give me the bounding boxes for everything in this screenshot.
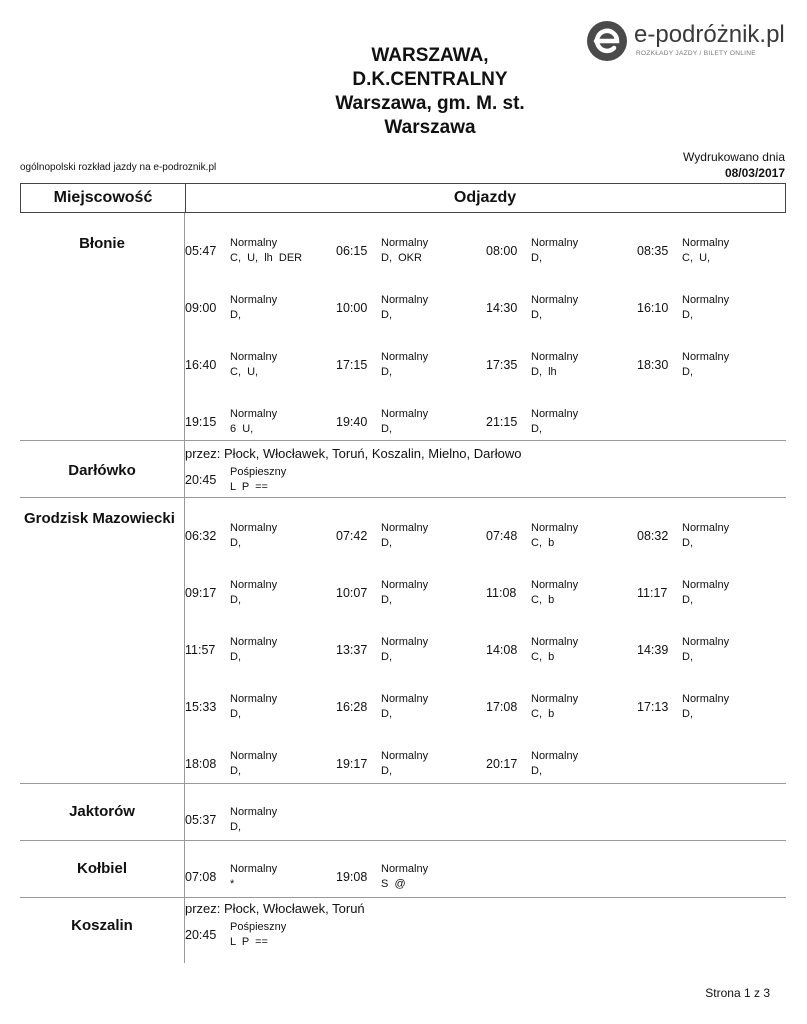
departure-kind: Normalny — [230, 294, 278, 306]
departure-notes: D, — [682, 708, 693, 720]
column-header-departures: Odjazdy — [453, 189, 517, 206]
departure-kind: Normalny — [531, 636, 579, 648]
town-grodzisk-mazowiecki: Grodzisk Mazowiecki — [24, 510, 175, 527]
departure-entry — [336, 863, 486, 895]
departure-kind: Normalny — [230, 351, 278, 363]
departure-time: 11:57 — [185, 643, 216, 657]
departure-notes: D, — [531, 252, 542, 264]
departure-notes: C, b — [531, 708, 555, 720]
town-blonie: Błonie — [79, 235, 125, 252]
departure-kind: Normalny — [531, 237, 579, 249]
departure-notes: L P == — [230, 936, 268, 948]
departure-kind: Normalny — [230, 408, 278, 420]
departure-entry — [637, 351, 787, 383]
departure-kind: Normalny — [381, 750, 429, 762]
departure-time: 05:37 — [185, 813, 217, 827]
departure-notes: D, — [531, 765, 542, 777]
departure-entry — [637, 294, 787, 326]
town-kolbiel: Kołbiel — [76, 860, 127, 877]
departure-time: 10:00 — [336, 301, 368, 315]
column-header-town: Miejscowość — [21, 184, 186, 212]
departure-time: 19:15 — [185, 415, 217, 429]
departure-entry — [185, 408, 335, 440]
printed-date: 08/03/2017 — [724, 166, 785, 180]
logo-text: e-podróżnik.pl — [634, 21, 785, 48]
departure-time: 08:32 — [637, 529, 669, 543]
departure-time: 19:17 — [336, 757, 368, 771]
departure-time: 06:15 — [336, 244, 368, 258]
departure-notes: C, U, — [230, 366, 259, 378]
departure-kind: Normalny — [531, 522, 579, 534]
town-jaktorow: Jaktorów — [69, 803, 135, 820]
departure-notes: D, — [381, 708, 392, 720]
departure-notes: C, U, — [682, 252, 711, 264]
departure-notes: S @ — [381, 878, 406, 890]
title-line-3: Warszawa, gm. M. st. — [335, 93, 525, 114]
departure-time: 15:33 — [185, 700, 217, 714]
departure-entry — [185, 863, 335, 895]
departure-time: 05:47 — [185, 244, 217, 258]
departure-time: 17:08 — [486, 700, 518, 714]
row-separator — [20, 440, 786, 441]
departure-time: 09:00 — [185, 301, 217, 315]
departure-entry — [486, 351, 636, 383]
departure-entry — [185, 693, 335, 725]
departure-kind: Normalny — [531, 693, 579, 705]
departure-entry — [185, 237, 335, 269]
departure-notes: D, — [381, 366, 392, 378]
title-line-1: WARSZAWA, — [371, 45, 489, 66]
departure-notes: D, — [230, 537, 241, 549]
departure-time: 20:45 — [185, 928, 217, 942]
row-separator — [20, 840, 786, 841]
departure-time: 08:00 — [486, 244, 518, 258]
departure-notes: 6 U, — [230, 423, 254, 435]
departure-entry — [336, 294, 486, 326]
departure-notes: D, — [381, 651, 392, 663]
departure-entry — [637, 579, 787, 611]
departure-entry — [637, 693, 787, 725]
departure-kind: Normalny — [230, 750, 278, 762]
departure-kind: Pośpieszny — [230, 921, 287, 933]
departure-kind: Normalny — [230, 806, 278, 818]
departure-entry — [336, 693, 486, 725]
row-separator — [20, 497, 786, 498]
departure-kind: Normalny — [682, 522, 730, 534]
departure-notes: D, — [381, 309, 392, 321]
departure-entry — [185, 522, 335, 554]
departure-notes: C, U, lh DER — [230, 252, 303, 264]
departure-time: 20:17 — [486, 757, 518, 771]
departure-notes: * — [230, 878, 235, 890]
station-title — [230, 44, 630, 140]
departure-entry — [336, 750, 486, 782]
departure-entry — [637, 636, 787, 668]
departure-time: 16:40 — [185, 358, 217, 372]
town-koszalin: Koszalin — [71, 917, 133, 934]
departure-entry — [637, 237, 787, 269]
departure-time: 13:37 — [336, 643, 368, 657]
title-line-4: Warszawa — [384, 117, 476, 138]
departure-time: 07:08 — [185, 870, 217, 884]
departure-time: 11:17 — [637, 586, 668, 600]
departure-kind: Normalny — [381, 693, 429, 705]
departure-notes: D, — [230, 651, 241, 663]
title-line-2: D.K.CENTRALNY — [352, 69, 508, 90]
departure-entry — [486, 408, 636, 440]
departure-kind: Normalny — [682, 351, 730, 363]
page-number: Strona 1 z 3 — [705, 986, 770, 1000]
departure-notes: D, — [531, 423, 542, 435]
departure-entry — [486, 693, 636, 725]
departure-entry — [185, 921, 335, 953]
departure-kind: Normalny — [682, 579, 730, 591]
departure-notes: C, b — [531, 594, 555, 606]
departure-entry — [185, 294, 335, 326]
row-separator — [20, 897, 786, 898]
departure-time: 14:08 — [486, 643, 518, 657]
departure-entry — [486, 579, 636, 611]
departure-notes: C, b — [531, 651, 555, 663]
departure-time: 20:45 — [185, 473, 217, 487]
departure-kind: Normalny — [230, 237, 278, 249]
departure-kind: Normalny — [381, 351, 429, 363]
departure-notes: D, — [230, 821, 241, 833]
departure-kind: Normalny — [230, 522, 278, 534]
departure-time: 17:35 — [486, 358, 518, 372]
departure-entry — [486, 750, 636, 782]
departure-notes: D, — [682, 651, 693, 663]
departure-notes: D, lh — [531, 366, 557, 378]
departure-notes: D, OKR — [381, 252, 422, 264]
departure-time: 18:30 — [637, 358, 669, 372]
departure-entry — [486, 522, 636, 554]
departure-time: 21:15 — [486, 415, 518, 429]
via-darlowko: przez: Płock, Włocławek, Toruń, Koszalin, Mielno, Darłowo — [185, 446, 522, 461]
departure-kind: Normalny — [381, 636, 429, 648]
source-note: ogólnopolski rozkład jazdy na e-podroznik.pl — [20, 162, 217, 173]
departure-notes: D, — [381, 423, 392, 435]
departure-time: 07:48 — [486, 529, 518, 543]
departure-kind: Normalny — [531, 408, 579, 420]
departure-time: 08:35 — [637, 244, 669, 258]
departure-entry — [486, 294, 636, 326]
departure-kind: Normalny — [381, 579, 429, 591]
table-header — [20, 183, 786, 213]
departure-kind: Normalny — [230, 636, 278, 648]
departure-time: 17:15 — [336, 358, 368, 372]
departure-time: 18:08 — [185, 757, 217, 771]
departure-time: 16:28 — [336, 700, 368, 714]
departure-time: 10:07 — [336, 586, 368, 600]
departure-notes: D, — [682, 537, 693, 549]
departure-notes: D, — [531, 309, 542, 321]
logo-e-icon — [586, 20, 628, 62]
departure-notes: D, — [230, 765, 241, 777]
departure-entry — [185, 750, 335, 782]
departure-time: 06:32 — [185, 529, 217, 543]
row-separator — [20, 783, 786, 784]
departure-kind: Normalny — [682, 693, 730, 705]
departure-entry — [336, 408, 486, 440]
departure-entry — [336, 579, 486, 611]
departure-time: 11:08 — [486, 586, 517, 600]
departure-kind: Normalny — [682, 636, 730, 648]
departure-notes: D, — [230, 309, 241, 321]
departure-entry — [336, 636, 486, 668]
departure-kind: Pośpieszny — [230, 466, 287, 478]
departure-kind: Normalny — [381, 408, 429, 420]
departure-notes: D, — [381, 537, 392, 549]
e-podroznik-logo[interactable] — [586, 20, 796, 60]
departure-notes: D, — [682, 309, 693, 321]
departure-entry — [637, 522, 787, 554]
departure-time: 19:08 — [336, 870, 368, 884]
departure-notes: D, — [381, 765, 392, 777]
printed-info — [683, 149, 785, 181]
departure-entry — [185, 351, 335, 383]
departure-entry — [336, 522, 486, 554]
departure-notes: D, — [381, 594, 392, 606]
town-darlowko: Darłówko — [68, 462, 136, 479]
departure-entry — [185, 636, 335, 668]
departure-notes: L P == — [230, 481, 268, 493]
departure-entry — [185, 466, 335, 498]
departure-time: 14:39 — [637, 643, 669, 657]
via-koszalin: przez: Płock, Włocławek, Toruń — [185, 901, 365, 916]
departure-kind: Normalny — [230, 579, 278, 591]
departure-kind: Normalny — [682, 294, 730, 306]
departure-kind: Normalny — [531, 579, 579, 591]
departure-kind: Normalny — [381, 522, 429, 534]
departure-entry — [336, 351, 486, 383]
departure-notes: C, b — [531, 537, 555, 549]
departure-kind: Normalny — [531, 294, 579, 306]
departure-kind: Normalny — [230, 693, 278, 705]
departure-notes: D, — [682, 366, 693, 378]
departure-time: 07:42 — [336, 529, 368, 543]
departure-kind: Normalny — [531, 351, 579, 363]
departure-entry — [336, 237, 486, 269]
departure-time: 14:30 — [486, 301, 518, 315]
departure-kind: Normalny — [381, 237, 429, 249]
departure-kind: Normalny — [682, 237, 730, 249]
departure-time: 09:17 — [185, 586, 217, 600]
departure-entry — [486, 237, 636, 269]
departure-kind: Normalny — [381, 863, 429, 875]
departure-time: 16:10 — [637, 301, 669, 315]
logo-tagline: ROZKŁADY JAZDY / BILETY ONLINE — [636, 50, 756, 57]
departure-entry — [185, 806, 335, 838]
departure-notes: D, — [682, 594, 693, 606]
departure-notes: D, — [230, 708, 241, 720]
departure-time: 17:13 — [637, 700, 669, 714]
departure-notes: D, — [230, 594, 241, 606]
departure-kind: Normalny — [381, 294, 429, 306]
departure-time: 19:40 — [336, 415, 368, 429]
printed-label: Wydrukowano dnia — [683, 150, 785, 164]
departure-kind: Normalny — [230, 863, 278, 875]
departure-kind: Normalny — [531, 750, 579, 762]
departure-entry — [486, 636, 636, 668]
departure-entry — [185, 579, 335, 611]
